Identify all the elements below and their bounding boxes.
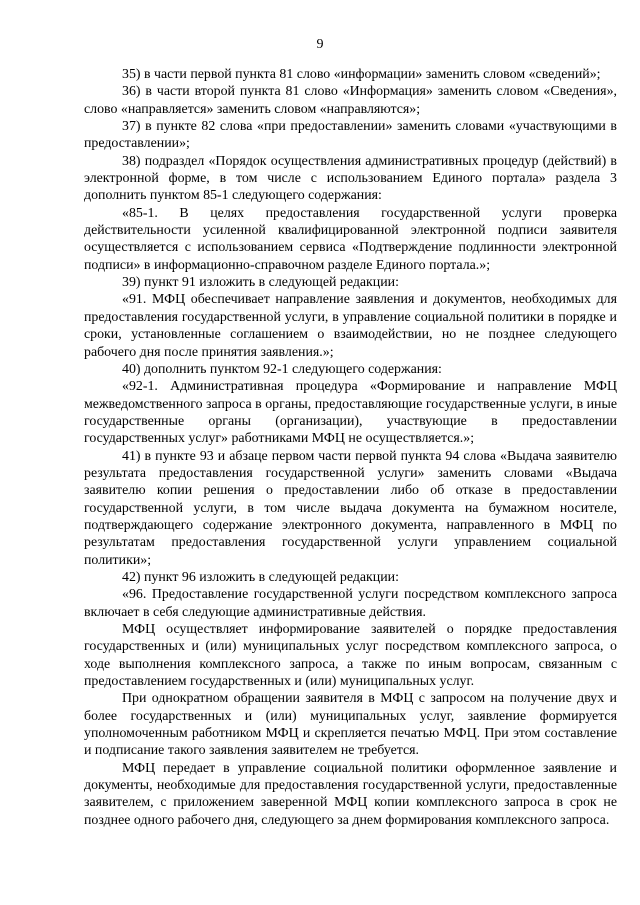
paragraph-item-36: 36) в части второй пункта 81 слово «Информация» заменить словом «Сведения», слово «направляется» заменить словом «направляются»;: [84, 84, 617, 117]
paragraph-quote-92-1: «92-1. Административная процедура «Формирование и направление МФЦ межведомственного запроса в органы, предоставляющие государственные услуги, в иные государственные органы (организации), участвующие в предоставлении государственных услуг» работниками МФЦ не осуществляется.»;: [84, 379, 617, 447]
paragraph-item-38: 38) подраздел «Порядок осуществления административных процедур (действий) в электронной форме, в том числе с использованием Единого портала» раздела 3 дополнить пунктом 85-1 следующего содержания:: [84, 153, 617, 204]
paragraph-quote-91: «91. МФЦ обеспечивает направление заявления и документов, необходимых для предоставления государственной услуги, в управление социальной политики в порядке и сроки, установленные соглашением о взаимодействии, но не позднее следующего рабочего дня после принятия заявления.»;: [84, 292, 617, 360]
paragraph-quote-85-1: «85-1. В целях предоставления государственной услуги проверка действительности усиленной квалифицированной электронной подписи заявителя осуществляется с использованием сервиса «Подтверждение подлинности электронной подписи» в информационно-справочном разделе Единого портала.»;: [84, 205, 617, 273]
paragraph-item-35: 35) в части первой пункта 81 слово «информации» заменить словом «сведений»;: [122, 67, 601, 82]
paragraph-mfc-informing: МФЦ осуществляет информирование заявителей о порядке предоставления государственных и (или) муниципальных услуг посредством комплексного запроса, о ходе выполнения комплексного запроса, а также по иным вопросам, связанным с предоставлением государственных и (или) муниципальных услуг.: [84, 622, 617, 690]
page-number: 9: [316, 37, 324, 52]
document-body: [84, 66, 617, 829]
paragraph-item-39: 39) пункт 91 изложить в следующей редакции:: [122, 275, 399, 291]
paragraph-item-37: 37) в пункте 82 слова «при предоставлении» заменить словами «участвующими в предоставлении»;: [84, 119, 617, 152]
paragraph-item-42: 42) пункт 96 изложить в следующей редакции:: [122, 569, 399, 585]
paragraph-item-41: 41) в пункте 93 и абзаце первом части первой пункта 94 слова «Выдача заявителю результата предоставления государственной услуги» заменить словами «Выдача заявителю копии решения о предоставлении либо об отказе в предоставлении государственной услуги, в том числе выдача документа на бумажном носителе, подтверждающего содержание электронного документа, направленного в МФЦ по результатам предоставления государственной услуги управлением социальной политики»;: [84, 448, 617, 568]
paragraph-single-request: При однократном обращении заявителя в МФЦ с запросом на получение двух и более государственных и (или) муниципальных услуг, заявление формируется уполномоченным работником МФЦ и скрепляется печатью МФЦ. При этом составление и подписание такого заявления заявителем не требуется.: [84, 691, 617, 759]
paragraph-mfc-transfer: МФЦ передает в управление социальной политики оформленное заявление и документы, необходимые для предоставления государственной услуги, предоставленные заявителем, с приложением заверенной МФЦ копии комплексного запроса в срок не позднее одного рабочего дня, следующего за днем формирования комплексного запроса.: [84, 760, 617, 828]
paragraph-quote-96: «96. Предоставление государственной услуги посредством комплексного запроса включает в себя следующие административные действия.: [84, 587, 617, 620]
paragraph-item-40: 40) дополнить пунктом 92-1 следующего содержания:: [122, 361, 442, 377]
